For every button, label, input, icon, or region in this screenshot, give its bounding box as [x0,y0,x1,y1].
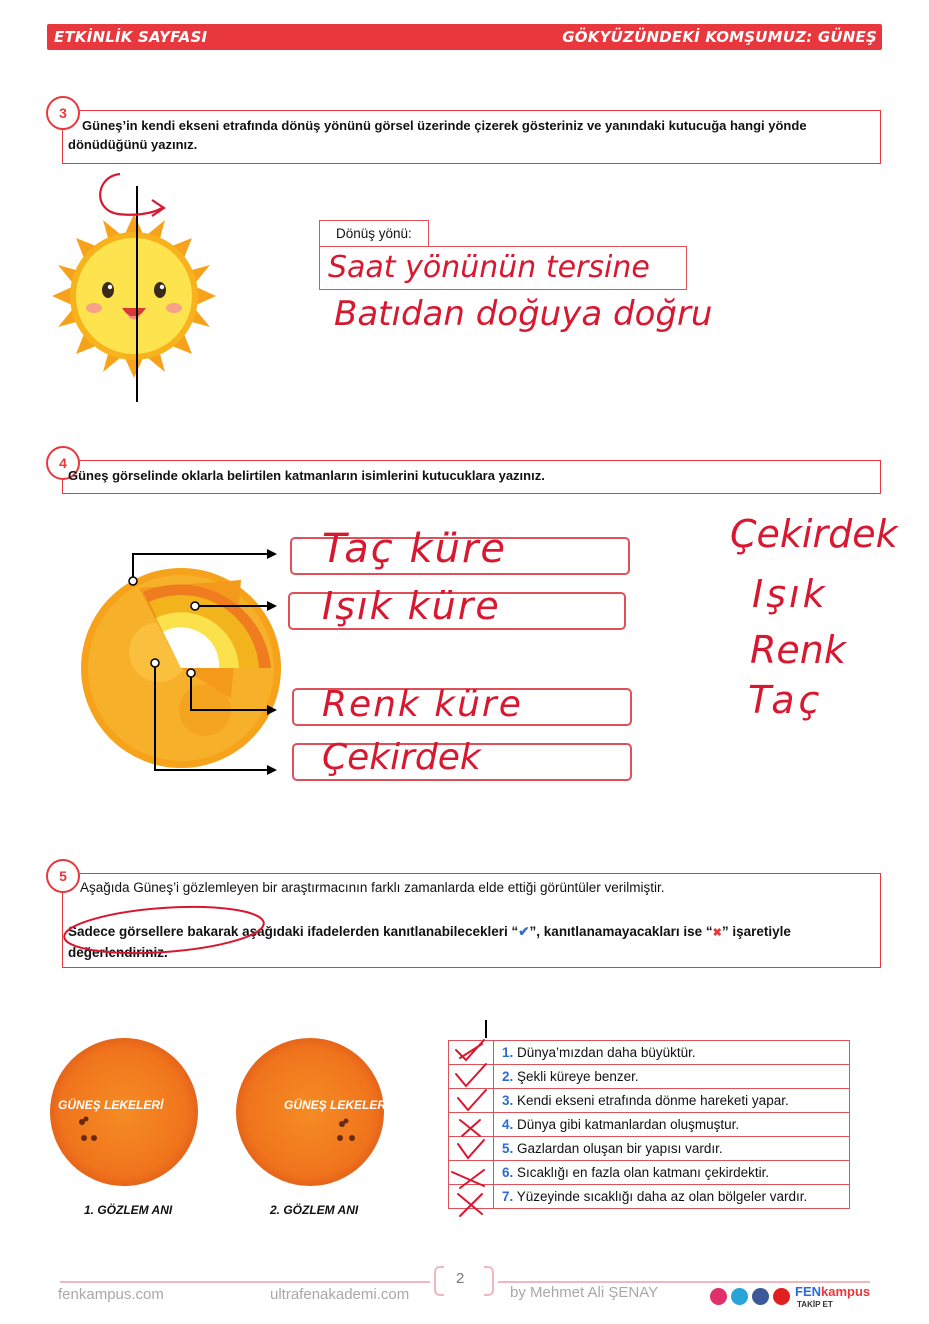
statement-num: 5. [502,1141,514,1156]
q5-intro: Aşağıda Güneş’i gözlemleyen bir araştırmacının farklı zamanlarda elde ettiği görüntüler verilmiştir. [80,880,665,895]
observation-sun-1 [48,1036,200,1188]
statement-num: 1. [502,1045,514,1060]
cross-icon: ✖ [712,927,722,939]
statement-text: Şekli küreye benzer. [517,1069,639,1084]
rotation-label: Dönüş yönü: [336,226,412,241]
side-note-1: Çekirdek [730,512,898,556]
q5-number: 5 [46,859,80,893]
table-row [449,1137,850,1161]
layer-answer-2: Işık küre [322,584,501,628]
handdrawn-ellipse [58,900,278,962]
footer-author: by Mehmet Ali ŞENAY [510,1284,659,1301]
table-row [449,1089,850,1113]
instagram-icon[interactable] [710,1288,727,1305]
side-note-3: Renk [750,628,846,672]
statement-text: Gazlardan oluşan bir yapısı vardır. [517,1141,723,1156]
table-row [449,1041,850,1065]
statements-table [448,1040,850,1209]
side-note-2: Işık [752,572,828,616]
facebook-icon[interactable] [752,1288,769,1305]
check-icon: ✔ [518,924,530,939]
q4-number: 4 [46,446,80,480]
statement-num: 6. [502,1165,514,1180]
statement-text: Dünya’mızdan daha büyüktür. [517,1045,696,1060]
statement-text: Sıcaklığı en fazla olan katmanı çekirdektir. [517,1165,770,1180]
brand-kampus: kampus [821,1284,871,1299]
footer-site-1[interactable]: fenkampus.com [58,1286,164,1303]
sun-face-illustration [48,168,228,408]
q5-instruction-line2: değerlendiriniz. [68,945,168,960]
statement-num: 3. [502,1093,514,1108]
table-row [449,1161,850,1185]
layer-answer-4: Çekirdek [322,737,481,778]
side-note-4: Taç [748,678,824,722]
q3-number: 3 [46,96,80,130]
observation-sun-2 [234,1036,386,1188]
layer-answer-3: Renk küre [322,684,523,725]
observation-label-2: GÜNEŞ LEKELERİ [284,1098,390,1112]
q5-instruction-part2: ”, kanıtlanamayacakları ise “ [529,924,713,939]
brand-fen: FEN [795,1284,821,1299]
fenkampus-logo [795,1284,870,1299]
footer-line-right [498,1281,870,1283]
observation-caption-1: 1. GÖZLEM ANI [84,1203,173,1217]
statement-text: Kendi ekseni etrafında dönme hareketi yapar. [517,1093,789,1108]
telegram-icon[interactable] [731,1288,748,1305]
header-left-title: ETKİNLİK SAYFASI [54,28,208,46]
footer-site-2[interactable]: ultrafenakademi.com [270,1286,410,1303]
table-row [449,1113,850,1137]
observation-caption-2: 2. GÖZLEM ANI [270,1203,359,1217]
statement-text: Dünya gibi katmanlardan oluşmuştur. [517,1117,740,1132]
q5-instruction-part3: ” işaretiyle [721,924,791,939]
statement-num: 4. [502,1117,514,1132]
page-number-bracket-right [484,1266,494,1296]
statement-num: 7. [502,1189,514,1204]
page-number-bracket-left [434,1266,444,1296]
footer-line-left [60,1281,430,1283]
table-row [449,1185,850,1209]
handdrawn-answer-marks [446,1036,496,1220]
q5-instruction-part1: Sadece görsellere bakarak aşağıdaki ifadelerden kanıtlanabilecekleri “ [68,924,519,939]
brand-follow: TAKİP ET [797,1300,833,1309]
sun-layers-illustration [55,540,295,790]
youtube-icon[interactable] [773,1288,790,1305]
rotation-answer-line2: Batıdan doğuya doğru [334,294,713,334]
layer-answer-1: Taç küre [322,526,508,572]
q3-text: Güneş’in kendi ekseni etrafında dönüş yönünü görsel üzerinde çizerek gösteriniz ve yanındaki kutucuğa hangi yönde dönüdüğünü yazınız. [68,118,807,152]
observation-label-1: GÜNEŞ LEKELERİ [58,1098,164,1112]
rotation-answer-line1: Saat yönünün tersine [328,250,650,285]
q4-text: Güneş görselinde oklarla belirtilen katmanların isimlerini kutucuklara yazınız. [68,468,545,483]
statement-text: Yüzeyinde sıcaklığı daha az olan bölgeler vardır. [516,1189,808,1204]
statement-num: 2. [502,1069,514,1084]
header-right-title: GÖKYÜZÜNDEKİ KOMŞUMUZ: GÜNEŞ [562,28,877,46]
table-row [449,1065,850,1089]
page-number: 2 [456,1270,465,1287]
